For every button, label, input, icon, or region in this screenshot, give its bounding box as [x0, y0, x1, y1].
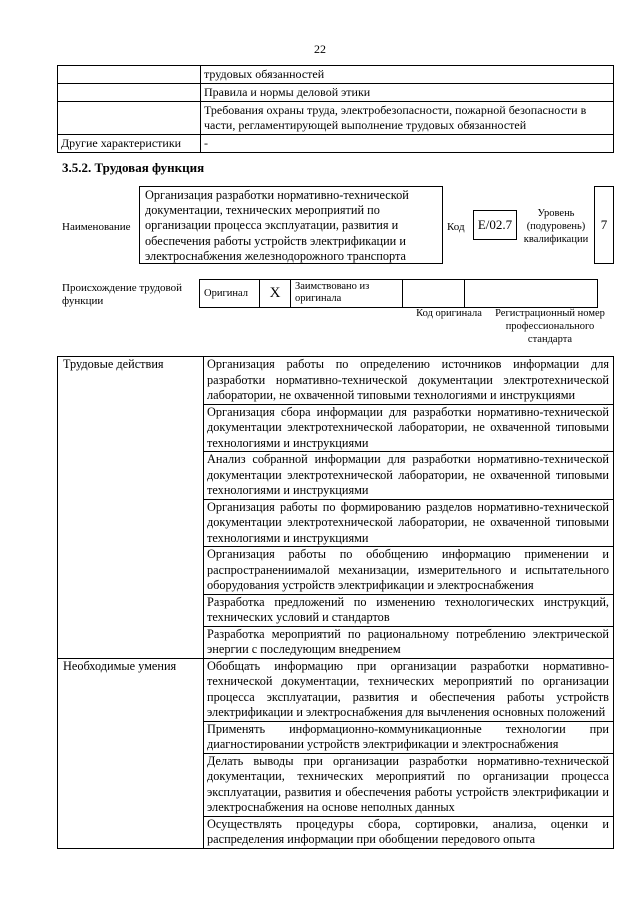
reg-number-caption: Регистрационный номер профессионального стандарта: [495, 308, 605, 345]
label-cell: [58, 102, 201, 135]
table-row: [200, 280, 598, 308]
original-code-caption: Код оригинала: [416, 308, 482, 319]
labor-action-item: Анализ собранной информации для разработки нормативно-технической документации электротехнической лаборатории, не охваченной типовыми технологиями и инструкциями: [204, 452, 614, 500]
qualification-level-label: Уровень (подуровень) квалификации: [523, 208, 589, 245]
skill-item: Осуществлять процедуры сбора, сортировки, анализа, оценки и распределения информации при обобщении передового опыта: [204, 816, 614, 848]
qualification-level: 7: [594, 186, 614, 264]
labor-action-item: Организация работы по формированию разделов нормативно-технической документации электротехнической лаборатории, не охваченной типовыми технологиями и инструкциями: [204, 499, 614, 547]
table-row: [58, 135, 614, 153]
continuation-table: [57, 65, 614, 153]
labor-action-item: Организация работы по определению источников информации для разработки нормативно-технической документации электротехнической лаборатории, не охваченной типовыми технологиями и инструкциями: [204, 357, 614, 405]
labor-actions-label: Трудовые действия: [58, 357, 204, 659]
original-code-cell: [403, 280, 465, 308]
value-cell: Требования охраны труда, электробезопасности, пожарной безопасности в части, регламентирующей выполнение трудовых обязанностей: [201, 102, 614, 135]
function-details-table: [57, 356, 614, 849]
function-name: Организация разработки нормативно-технической документации, технических мероприятий по организации процесса эксплуатации, развития и обеспечения работы устройств электрификации и электроснабжения железнодорожного транспорта: [139, 186, 443, 264]
value-cell: -: [201, 135, 614, 153]
table-row: [58, 84, 614, 102]
borrowed-label: Заимствовано из оригинала: [291, 280, 403, 308]
original-mark: X: [260, 280, 291, 308]
value-cell: трудовых обязанностей: [201, 66, 614, 84]
name-label: Наименование: [62, 221, 131, 233]
skill-item: Делать выводы при организации разработки нормативно-технической документации, технических мероприятий по организации процесса эксплуатации, развития и обеспечения работы устройств электрификации и электроснабжения на основе неполных данных: [204, 753, 614, 816]
table-row: [58, 102, 614, 135]
origin-label: Происхождение трудовой функции: [62, 282, 183, 307]
origin-table: [199, 279, 598, 308]
section-title: 3.5.2. Трудовая функция: [62, 160, 205, 175]
reg-number-cell: [465, 280, 598, 308]
label-cell: [58, 66, 201, 84]
labor-action-item: Разработка мероприятий по рациональному потреблению электрической энергии с последующим внедрением: [204, 626, 614, 658]
skill-item: Обобщать информацию при организации разработки нормативно-технической документации, технических мероприятий по организации процесса эксплуатации, развития и обеспечения работы устройств электрификации и электроснабжения для вычленения основных положений: [204, 658, 614, 721]
function-code: E/02.7: [473, 210, 517, 240]
table-row: [58, 658, 614, 721]
skill-item: Применять информационно-коммуникационные технологии при диагностировании устройств электрификации и электроснабжения: [204, 721, 614, 753]
value-cell: Правила и нормы деловой этики: [201, 84, 614, 102]
label-cell: [58, 84, 201, 102]
original-label: Оригинал: [200, 280, 260, 308]
skills-label: Необходимые умения: [58, 658, 204, 848]
labor-action-item: Организация работы по обобщению информацию применении и распространениималой механизации, измерительного и испытательного оборудования устройств электрификации и электроснабжения: [204, 547, 614, 595]
labor-action-item: Разработка предложений по изменению технологических инструкций, технических условий и стандартов: [204, 594, 614, 626]
page-number: 22: [314, 42, 326, 56]
label-cell: Другие характеристики: [58, 135, 201, 153]
table-row: [58, 357, 614, 405]
code-label: Код: [447, 221, 465, 233]
table-row: [58, 66, 614, 84]
labor-action-item: Организация сбора информации для разработки нормативно-технической документации электротехнической лаборатории, не охваченной типовыми технологиями и инструкциями: [204, 404, 614, 452]
